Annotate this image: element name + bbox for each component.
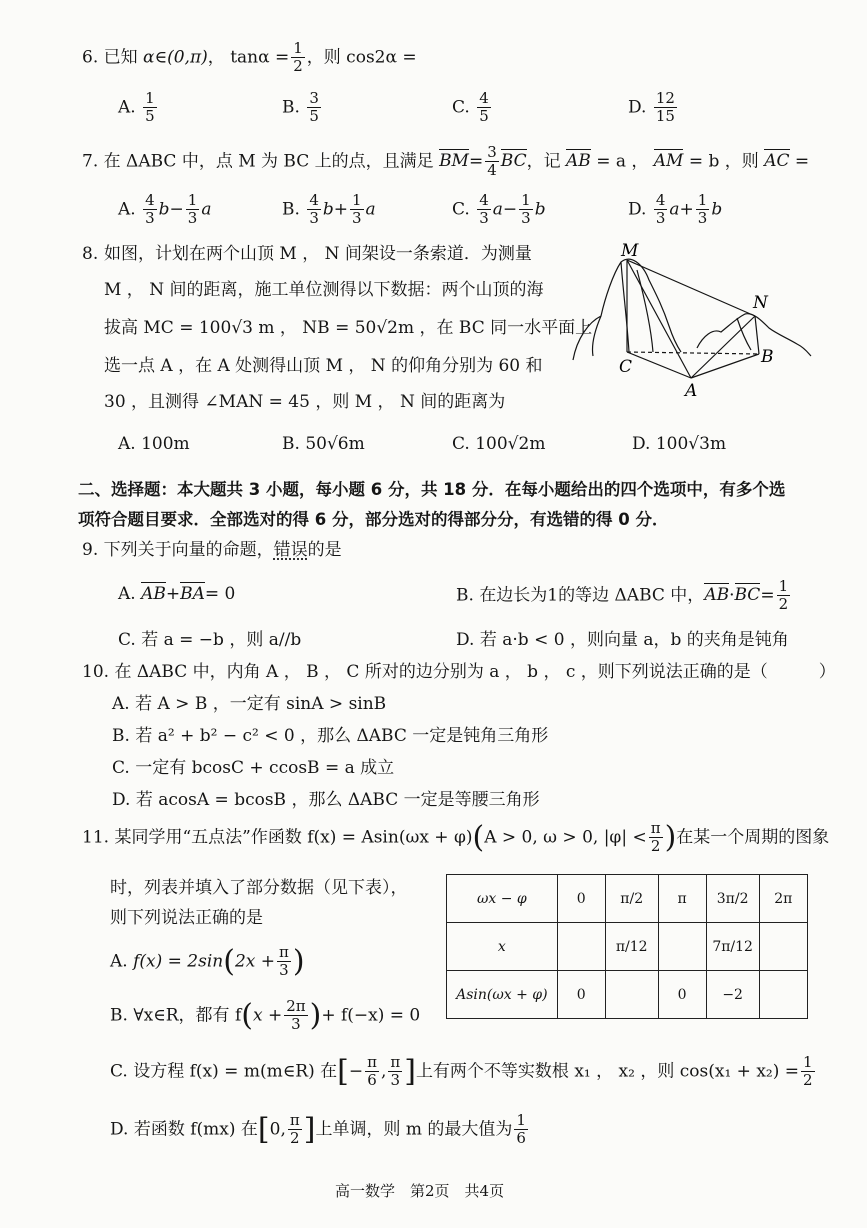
- q9-option-a: A. AB+BA= 0: [118, 584, 236, 604]
- q6-tan-fraction: $\frac{1}{2}$: [293, 39, 303, 76]
- q10-option-a: A. 若 A > B ，一定有 sinA > sinB: [112, 694, 387, 714]
- q8-option-a: A. 100m: [118, 434, 190, 454]
- vector-ab: AB: [566, 151, 591, 172]
- vector-bc: BC: [500, 151, 527, 172]
- q10-stem: 10. 在 ΔABC 中，内角 A ， B ， C 所对的边分别为 a ， b ， c ，则下列说法正确的是（ ）: [82, 662, 836, 682]
- label-b: B: [761, 347, 774, 367]
- q9-emphasis: 错误: [273, 540, 308, 560]
- segment-n-b: [755, 316, 759, 354]
- five-point-table: [446, 874, 808, 1019]
- q6-tan: tanα =: [230, 47, 290, 68]
- right-mountain-outline: [697, 314, 811, 356]
- q11-option-d: D. 若函数 f(mx) 在[0, $\frac{\pi}{2}$ ]上单调，则 m 的最大值为 $\frac{1}{6}$: [110, 1111, 526, 1148]
- q8-line-3: 拔高 MC = 100√3 m ， NB = 50√2m ，在 BC 同一水平面上: [104, 318, 593, 338]
- q10-option-d: D. 若 acosA = bcosB ，那么 ΔABC 一定是等腰三角形: [112, 790, 540, 810]
- q6-condition: α∈(0,π): [143, 47, 208, 68]
- q6-stem: 6. 已知 α∈(0,π)， tanα = $\frac{1}{2}$ ，则 cos2α =: [82, 39, 417, 76]
- mountain-cableway-figure: [565, 240, 815, 400]
- q7-option-d: D. $\frac{4}{3}$ a+ $\frac{1}{3}$ b: [628, 191, 723, 228]
- q10-option-c: C. 一定有 bcosC + ccosB = a 成立: [112, 758, 395, 778]
- q11-option-b: B. ∀x∈R，都有 f(x + $\frac{2\pi}{3}$ )+ f(−x) = 0: [110, 997, 421, 1034]
- segment-c-a: [627, 352, 691, 378]
- q11-stem: 11. 某同学用“五点法”作函数 f(x) = Asin(ωx + φ)(A > 0, ω > 0, |φ| < $\frac{\pi}{2}$ )在某一个周期的图象: [82, 819, 830, 856]
- section-2-heading-cont: 项符合题目要求．全部选对的得 6 分，部分选对的得部分分，有选错的得 0 分．: [78, 510, 669, 529]
- q11-option-a: A. f(x) = 2sin(2x + $\frac{\pi}{3}$ ): [110, 943, 305, 980]
- q6-text: 已知: [103, 47, 138, 68]
- q8-option-d: D. 100√3m: [632, 434, 727, 454]
- vector-bm: BM: [439, 151, 469, 172]
- q7-option-a: A. $\frac{4}{3}$ b− $\frac{1}{3}$ a: [118, 191, 212, 228]
- q9-option-b: B. 在边长为1的等边 ΔABC 中，AB·BC= $\frac{1}{2}$: [456, 577, 789, 614]
- segment-c-b-dashed: [627, 352, 759, 354]
- label-m: M: [621, 241, 639, 261]
- q10-option-b: B. 若 a² + b² − c² < 0 ，那么 ΔABC 一定是钝角三角形: [112, 726, 549, 746]
- q6-option-d: D. $\frac{12}{15}$: [628, 89, 675, 126]
- q6-number: 6.: [82, 47, 99, 68]
- vector-am: AM: [653, 151, 684, 172]
- q8-number: 8.: [82, 244, 99, 264]
- segment-n-a: [691, 316, 755, 378]
- q11-line-2: 时，列表并填入了部分数据（见下表），: [110, 878, 408, 898]
- label-c: C: [619, 357, 633, 377]
- table-row: Asin(ωx + φ) 0 0 −2: [447, 971, 808, 1019]
- q6-ask: ，则 cos2α =: [306, 47, 417, 68]
- q7-option-c: C. $\frac{4}{3}$ a− $\frac{1}{3}$ b: [452, 191, 546, 228]
- q8-option-b: B. 50√6m: [282, 434, 365, 454]
- page-footer: 高一数学 第2页 共4页: [335, 1182, 505, 1200]
- table-row: ωx − φ 0 π/2 π 3π/2 2π: [447, 875, 808, 923]
- segment-m-a: [627, 260, 691, 378]
- q8-option-c: C. 100√2m: [452, 434, 546, 454]
- label-n: N: [753, 293, 768, 313]
- q7-option-b: B. $\frac{4}{3}$ b+ $\frac{1}{3}$ a: [282, 191, 376, 228]
- q8-line-4: 选一点 A ，在 A 处测得山顶 M ， N 的仰角分别为 60 和: [104, 356, 543, 376]
- q7-stem: 7. 在 ΔABC 中，点 M 为 BC 上的点，且满足 BM= $\frac{3}{4}$ BC，记 AB = a ， AM = b ，则 AC =: [82, 143, 810, 180]
- q6-option-c: C. $\frac{4}{5}$: [452, 89, 489, 126]
- segment-a-b: [691, 354, 759, 378]
- table-row: x π/12 7π/12: [447, 923, 808, 971]
- q8-line-2: M ， N 间的距离，施工单位测得以下数据：两个山顶的海: [104, 280, 544, 300]
- q6-option-a: A. $\frac{1}{5}$: [118, 89, 155, 126]
- vector-ac: AC: [764, 151, 790, 172]
- q11-line-3: 则下列说法正确的是: [110, 908, 263, 928]
- label-a: A: [685, 381, 698, 400]
- q8-line-5: 30 ，且测得 ∠MAN = 45 ，则 M ， N 间的距离为: [104, 392, 506, 412]
- q9-stem: 9. 下列关于向量的命题，错误的是: [82, 540, 342, 560]
- section-2-heading: 二、选择题：本大题共 3 小题，每小题 6 分，共 18 分．在每小题给出的四个选项中，有多个选: [78, 480, 786, 499]
- q8-line-1: 如图，计划在两个山顶 M ， N 间架设一条索道．为测量: [104, 244, 532, 264]
- q9-option-d: D. 若 a·b < 0 ，则向量 a，b 的夹角是钝角: [456, 630, 789, 650]
- q9-option-c: C. 若 a = −b ，则 a//b: [118, 630, 302, 650]
- q11-option-c: C. 设方程 f(x) = m(m∈R) 在[− $\frac{\pi}{6}$ , $\frac{\pi}{3}$ ]上有两个不等实数根 x₁ ， x₂ ，则 cos(x₁ + x₂) = $\frac{1}{2}$: [110, 1053, 813, 1090]
- q6-option-b: B. $\frac{3}{5}$: [282, 89, 319, 126]
